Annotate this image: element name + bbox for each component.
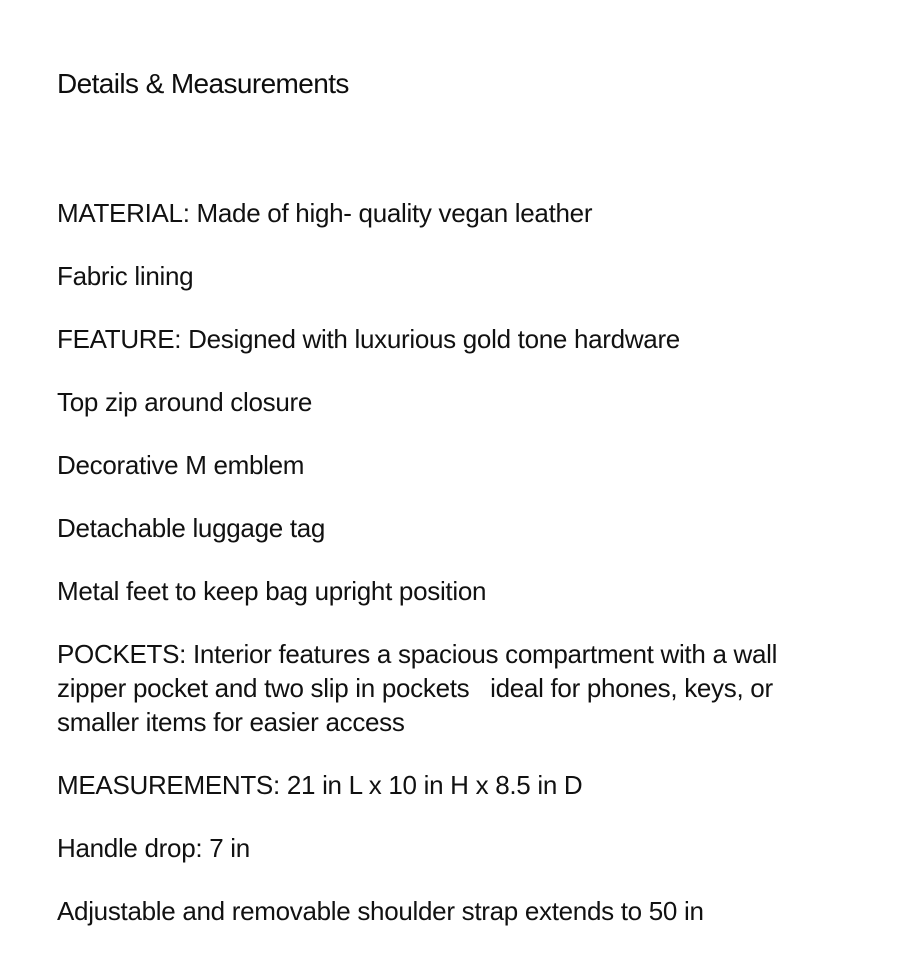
list-item-emblem: Decorative M emblem	[57, 450, 305, 480]
list-item-handle-drop: Handle drop: 7 in	[57, 833, 250, 863]
list-item-shoulder-strap: Adjustable and removable shoulder strap extends to 50 in	[57, 896, 704, 926]
list-item-material: MATERIAL: Made of high- quality vegan leather	[57, 198, 593, 228]
list-item-pockets: POCKETS: Interior features a spacious compartment with a wall zipper pocket and two slip in pockets ideal for phones, keys, or smaller items for easier access	[57, 639, 778, 737]
list-item-closure: Top zip around closure	[57, 387, 312, 417]
list-item-lining: Fabric lining	[57, 261, 194, 291]
page-title: Details & Measurements	[57, 68, 349, 99]
list-item-metal-feet: Metal feet to keep bag upright position	[57, 576, 487, 606]
list-item-feature: FEATURE: Designed with luxurious gold tone hardware	[57, 324, 680, 354]
details-list	[57, 196, 873, 957]
list-item-luggage-tag: Detachable luggage tag	[57, 513, 326, 543]
list-item-measurements: MEASUREMENTS: 21 in L x 10 in H x 8.5 in D	[57, 770, 583, 800]
